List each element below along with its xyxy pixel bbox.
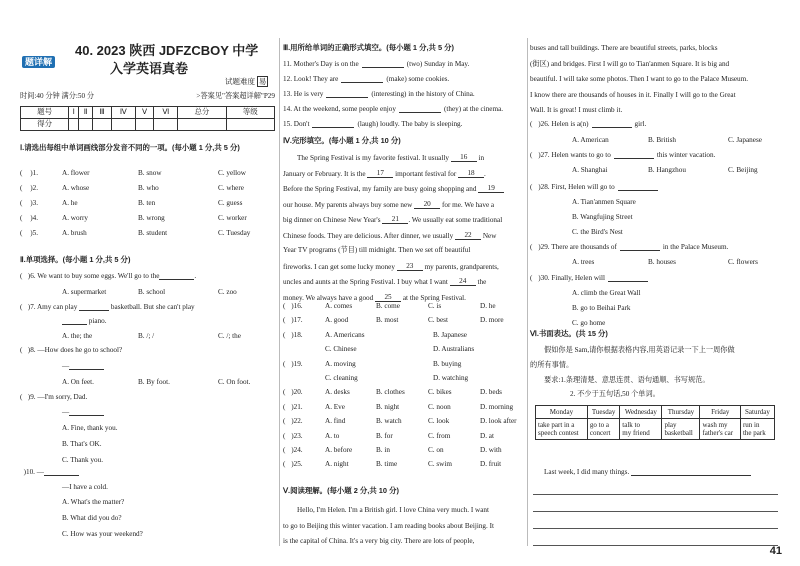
option-a: A. brush (62, 229, 87, 237)
answer-paren: ( (530, 151, 535, 159)
answer-paren: ( (283, 417, 288, 426)
option-d: D. more (480, 316, 504, 325)
option-a: A. find (325, 417, 346, 426)
question-number: )21. (291, 402, 303, 411)
answer-paren: ( (283, 431, 288, 440)
answer-paren: ( (530, 120, 535, 128)
section2-title: Ⅱ.单项选择。(每小题 1 分,共 5 分) (20, 255, 131, 264)
passage-text: in (476, 154, 485, 162)
cloze-blank-20: 20 (414, 200, 440, 209)
option-c: C. from (428, 431, 451, 440)
option: A. Tian'anmen Square (572, 198, 636, 206)
writing-line[interactable] (533, 545, 778, 546)
question-number: )4. (30, 214, 38, 222)
option-c: C. where (218, 184, 244, 192)
option: B. Hangzhou (648, 166, 686, 174)
option-b: B. wrong (138, 214, 165, 222)
score-cell[interactable] (79, 119, 93, 131)
option-c: D. Australians (433, 345, 475, 354)
option: C. How was your weekend? (62, 530, 143, 538)
score-header-cell: 题号 (21, 107, 69, 119)
option-a: A. night (325, 460, 349, 469)
option-d: D. with (480, 446, 502, 454)
passage-text: Chinese foods. They are delicious. After dinner, we usually (283, 231, 456, 240)
score-table (20, 106, 275, 131)
fill-blank[interactable] (341, 82, 383, 83)
question-number: )1. (30, 169, 38, 177)
cloze-blank-18: 18 (458, 169, 484, 178)
question-text: this winter vacation. (656, 151, 716, 159)
option: B. school (138, 288, 166, 296)
activity-cell (740, 419, 774, 440)
answer-paren: ( (283, 460, 288, 469)
option: C. Thank you. (62, 456, 103, 464)
section1-question (20, 184, 38, 192)
option: A. climb the Great Wall (572, 289, 641, 297)
answer-paren: ( (283, 388, 288, 397)
answer-paren: ( (530, 274, 535, 282)
option-a: A. good (325, 316, 349, 325)
column-divider (279, 38, 280, 546)
score-header-cell: Ⅲ (93, 107, 112, 119)
fill-blank[interactable] (399, 112, 441, 113)
cloze-question (283, 331, 303, 339)
option: C. go home (572, 319, 606, 327)
activity-text: basketball (664, 429, 693, 438)
cloze-blank-17: 17 (367, 169, 393, 178)
passage-text: Before the Spring Festival, my family are busy going shopping and (283, 185, 479, 193)
answer-paren: ( (20, 199, 25, 207)
option-c: C. yellow (218, 169, 246, 177)
score-header-cell: Ⅰ (69, 107, 79, 119)
section3-question (283, 60, 469, 68)
cloze-question (283, 403, 303, 411)
reading-passage-line: I know there are thousands of houses in it. Finally I will go to the Great (530, 90, 736, 99)
cloze-blank-23: 23 (397, 262, 423, 271)
cloze-question (283, 316, 303, 324)
reading-passage-line: Hello, I'm Helen. I'm a British girl. I love China very much. I want (297, 506, 490, 514)
option-a: A. to (325, 431, 340, 440)
cloze-passage-line (297, 153, 484, 162)
passage-text: . We usually eat some traditional (408, 216, 503, 224)
passage-text: for me. We have a (440, 200, 495, 209)
reading-passage-line: buses and tall buildings. There are beautiful streets, parks, blocks (530, 44, 718, 52)
question-text: (laugh) loudly. The baby is sleeping. (357, 120, 463, 128)
answer-paren: ( (530, 243, 535, 251)
passage-text: important festival for (393, 169, 459, 178)
question-9: ( )9. —I'm sorry, Dad. (20, 393, 88, 401)
passage-text: . (484, 169, 486, 178)
option-c: B. buying (433, 359, 462, 368)
question-number: )24. (291, 446, 303, 454)
option-b: B. for (376, 431, 393, 440)
question-text: 12. Look! They are (283, 75, 339, 83)
reading-passage-line: Wall. It is great! I must climb it. (530, 106, 623, 114)
option-a: A. whose (62, 184, 90, 192)
passage-text: uncles and aunts at the Spring Festival. I buy what I want (283, 278, 450, 286)
fill-blank[interactable] (312, 127, 354, 128)
writing-line[interactable] (533, 494, 778, 495)
score-cell[interactable] (135, 119, 154, 131)
option-a: C. Chinese (325, 345, 357, 354)
option: C. flowers (728, 258, 758, 266)
activity-text: take part in a (538, 421, 575, 430)
passage-text: The Spring Festival is my favorite festival. It usually (297, 154, 451, 162)
cloze-passage-line (283, 277, 486, 286)
reading-question (530, 120, 646, 128)
option-a: A. Americans (325, 330, 365, 339)
option-a: C. cleaning (325, 374, 358, 382)
option-b: B. snow (138, 169, 162, 177)
fill-blank[interactable] (620, 250, 660, 251)
section1-question (20, 229, 38, 237)
question-8: ( )8. —How does he go to school? (20, 346, 123, 354)
option: A. American (572, 136, 609, 144)
cloze-blank-21: 21 (382, 215, 408, 224)
fill-blank[interactable] (362, 67, 404, 68)
option-a: A. comes (325, 302, 353, 310)
activity-text: run in (742, 421, 760, 430)
passage-text: big dinner on Chinese New Year's (283, 216, 383, 224)
cloze-passage-line (283, 169, 486, 178)
score-header-cell: Ⅳ (111, 107, 135, 119)
question-text: )30. Finally, Helen will (538, 274, 606, 282)
writing-requirement-1: 要求:1.条理清楚、意思连贯、语句通顺、书写规范。 (544, 376, 710, 384)
option: A. Shanghai (572, 166, 608, 174)
activity-cell (620, 419, 662, 440)
score-header-cell: Ⅵ (154, 107, 178, 119)
question-10: )10. — (20, 468, 79, 476)
option: A. Fine, thank you. (62, 424, 118, 432)
answer-paren: ( (530, 183, 535, 191)
cloze-blank-24: 24 (450, 277, 476, 286)
fill-blank[interactable] (592, 127, 632, 128)
section3-question (283, 120, 462, 128)
option: C. On foot. (218, 378, 251, 386)
activity-cell (587, 419, 619, 440)
option: C. Japanese (728, 136, 762, 144)
question-number: )23. (291, 431, 303, 440)
score-header-cell: 等级 (226, 107, 274, 119)
option-c: C. noon (428, 402, 451, 411)
exam-title-line2: 入学英语真卷 (110, 61, 189, 76)
option-c: C. is (428, 302, 442, 310)
cloze-question (283, 460, 303, 468)
passage-text: fireworks. I can get some lucky money (283, 262, 397, 271)
score-cell[interactable] (93, 119, 112, 131)
cloze-question (283, 388, 303, 396)
day-header: Tuesday (587, 406, 619, 419)
cloze-blank-25: 25 (375, 293, 401, 302)
option-c: C. best (428, 316, 448, 325)
section1-question (20, 214, 38, 222)
column-divider (527, 38, 528, 546)
option-c: B. Japanese (433, 330, 467, 339)
reading-question (530, 243, 728, 251)
cloze-question (283, 302, 303, 310)
passage-text: New (481, 231, 497, 240)
day-header: Saturday (740, 406, 774, 419)
question-text: )26. Helen is a(n) (538, 120, 589, 128)
option-a: A. he (62, 199, 78, 207)
question-number: )19. (291, 359, 303, 368)
question-number: )3. (30, 199, 38, 207)
writing-prompt-2: 的所有事情。 (530, 361, 574, 369)
option: B. What did you do? (62, 514, 122, 522)
score-cell[interactable] (178, 119, 226, 131)
answer-paren: ( (20, 169, 25, 177)
question-number: )20. (291, 388, 303, 397)
option-a: A. flower (62, 169, 90, 177)
cloze-passage-line (283, 246, 470, 254)
activity-text: father's car (702, 429, 734, 438)
score-cell[interactable] (154, 119, 178, 131)
day-header: Friday (700, 406, 741, 419)
activity-text: the park (742, 429, 766, 438)
question-number: )18. (291, 330, 303, 339)
score-row-label: 得分 (21, 119, 69, 131)
question-text: (two) Sunday in May. (406, 60, 470, 68)
cloze-passage-line (283, 231, 496, 240)
option: C. the Bird's Nest (572, 228, 623, 236)
option-b: B. watch (376, 417, 402, 426)
question-number: )2. (30, 184, 38, 192)
exam-title-line1: 40. 2023 陕西 JDFZCBOY 中学 (75, 43, 259, 58)
activity-cell (536, 419, 588, 440)
question-text: (make) some cookies. (386, 75, 450, 83)
publisher-logo: 题详解 (22, 56, 55, 68)
question-text: )28. First, Helen will go to (538, 183, 615, 191)
reading-passage-line: beautiful. I will take some photos. Then I want to go to the Palace Museum. (530, 75, 749, 83)
option: B. /; / (138, 332, 155, 340)
option-c: C. swim (428, 460, 452, 469)
score-header-cell: Ⅱ (79, 107, 93, 119)
option-b: B. clothes (376, 388, 405, 397)
option-a: A. desks (325, 388, 350, 397)
answer-paren: ( (20, 229, 25, 237)
question-6: ( )6. We want to buy some eggs. We'll go to the . (20, 272, 197, 280)
option: B. British (648, 136, 676, 144)
option-b: B. ten (138, 199, 156, 207)
reading-passage-line: to go to Beijing this winter vacation. I am reading books about Beijing. It (283, 521, 494, 530)
option-a: A. worry (62, 214, 88, 222)
writing-line[interactable] (533, 528, 778, 529)
option-b: B. who (138, 184, 159, 192)
answer-paren: ( (283, 330, 288, 339)
option: A. On feet. (62, 378, 94, 386)
activity-text: go to a (589, 421, 609, 430)
question-text: (interesting) in the history of China. (371, 90, 475, 98)
option: A. the; the (62, 332, 93, 340)
question-8-reply: — (62, 362, 104, 370)
activity-text: wash my (702, 421, 728, 430)
section1-title: Ⅰ.请选出每组中单词画线部分发音不同的一项。(每小题 1 分,共 5 分) (20, 143, 240, 152)
activity-text: concert (589, 429, 611, 438)
cloze-passage-line (283, 200, 494, 209)
weekly-plan-table (535, 405, 775, 440)
option: B. houses (648, 258, 676, 266)
difficulty: 试题难度 易 (225, 77, 267, 86)
option: A. supermarket (62, 288, 107, 296)
question-text: (they) at the cinema. (443, 105, 504, 113)
option-d: D. at (480, 431, 494, 440)
option-c: C. Tuesday (218, 229, 251, 237)
score-cell[interactable] (69, 119, 79, 131)
option-b: B. in (376, 446, 390, 454)
section4-title: Ⅳ.完形填空。(每小题 1 分,共 10 分) (283, 136, 401, 145)
cloze-passage-line (283, 215, 502, 224)
question-text: )29. There are thousands of (538, 243, 617, 251)
option-c: C. look (428, 417, 450, 426)
reading-passage-line: is the capital of China. It's a very big city. There are lots of people, (283, 537, 475, 545)
cloze-blank-22: 22 (455, 231, 481, 240)
option-d: D. fruit (480, 460, 502, 469)
option: A. trees (572, 258, 595, 266)
option-c: C. on (428, 446, 444, 454)
question-7: ( )7. Amy can play basketball. But she can't play (20, 303, 195, 311)
score-header-cell: 总分 (178, 107, 226, 119)
section3-title: Ⅲ.用所给单词的正确形式填空。(每小题 1 分,共 5 分) (283, 43, 454, 52)
option: B. go to Beihai Park (572, 304, 631, 312)
writing-start: Last week, I did many things. (544, 468, 751, 476)
question-text: girl. (634, 120, 647, 128)
question-text: 13. He is very (283, 90, 324, 98)
answer-paren: ( (283, 446, 288, 454)
option-d: D. look after (480, 417, 517, 426)
day-header: Thursday (662, 406, 700, 419)
time-info: 时间:40 分钟 满分:50 分 (20, 92, 95, 100)
cloze-passage-line (283, 262, 499, 271)
option: C. /; the (218, 332, 241, 340)
option-b: B. most (376, 316, 399, 325)
fill-blank[interactable] (614, 158, 654, 159)
reading-question (530, 183, 661, 191)
passage-text: at the Spring Festival. (401, 293, 466, 302)
score-cell[interactable] (226, 119, 274, 131)
option: C. zoo (218, 288, 237, 296)
exam-meta (20, 92, 275, 100)
activity-text: play (664, 421, 677, 430)
answer-paren: ( (20, 214, 25, 222)
option-c: D. watching (433, 374, 469, 382)
section6-title: Ⅵ.书面表达。(共 15 分) (530, 329, 608, 338)
option-b: B. time (376, 460, 398, 469)
option-c: C. guess (218, 199, 243, 207)
cloze-question (283, 417, 303, 425)
cloze-passage-line (283, 293, 466, 302)
section3-question (283, 90, 475, 98)
question-number: )16. (291, 302, 303, 310)
option-b: B. student (138, 229, 168, 237)
question-9-reply: — (62, 408, 104, 416)
option: B. By foot. (138, 378, 170, 386)
option-a: A. moving (325, 359, 356, 368)
writing-requirement-2: 2. 不少于五句话,50 个单词。 (570, 390, 660, 398)
option-b: B. night (376, 402, 400, 411)
section1-question (20, 169, 38, 177)
fill-blank[interactable] (326, 97, 368, 98)
option-d: D. morning (480, 402, 514, 411)
fill-blank[interactable] (608, 281, 648, 282)
option: B. That's OK. (62, 440, 102, 448)
cloze-passage-line (283, 184, 504, 193)
answer-paren: ( (20, 184, 25, 192)
cloze-question (283, 432, 303, 440)
writing-line[interactable] (533, 511, 778, 512)
activity-text: talk to (622, 421, 640, 430)
passage-text: money. We always have a good (283, 293, 376, 302)
passage-text: my parents, grandparents, (422, 262, 499, 271)
answer-paren: ( (283, 316, 288, 325)
question-text: 14. At the weekend, some people enjoy (283, 105, 396, 113)
reading-question (530, 151, 715, 159)
cloze-blank-19: 19 (478, 184, 504, 193)
option-b: B. come (376, 302, 400, 310)
answer-paren: ( (283, 402, 288, 411)
option-d: D. he (480, 302, 496, 310)
option-c: C. worker (218, 214, 247, 222)
reading-question (530, 274, 651, 282)
question-number: )22. (291, 417, 303, 426)
passage-text: our house. My parents always buy some new (283, 200, 415, 209)
activity-cell (662, 419, 700, 440)
option-a: A. before (325, 446, 353, 454)
activity-text: speech contest (538, 429, 579, 438)
writing-prompt-1: 假如你是 Sam,请你根据表格内容,用英语记录一下上一周你做 (544, 346, 735, 354)
option-a: A. Eve (325, 402, 345, 411)
question-10-reply: —I have a cold. (62, 483, 108, 491)
cloze-blank-16: 16 (451, 153, 477, 162)
activity-cell (700, 419, 741, 440)
day-header: Monday (536, 406, 588, 419)
passage-text: January or February. It is the (283, 169, 368, 178)
section1-question (20, 199, 38, 207)
question-number: )17. (291, 316, 303, 325)
reading-passage-line: (街区) and bridges. First I will go to Tian'anmen Square. It is big and (530, 59, 730, 68)
answer-reference: >答案见"答案超详解"P29 (196, 92, 275, 100)
passage-text: the (475, 278, 487, 286)
section3-question (283, 105, 503, 113)
option: B. Wangfujing Street (572, 213, 633, 221)
fill-blank[interactable] (618, 190, 658, 191)
answer-paren: ( (283, 302, 288, 310)
activity-text: my friend (622, 429, 650, 438)
passage-text: Year TV programs (节目) till midnight. Then we set off beautiful (283, 246, 471, 254)
score-cell[interactable] (111, 119, 135, 131)
question-text: in the Palace Museum. (662, 243, 729, 251)
cloze-question (283, 360, 303, 368)
question-7-cont: piano. (62, 317, 107, 325)
page-number: 41 (769, 545, 782, 558)
question-number: )25. (291, 460, 303, 469)
answer-paren: ( (283, 359, 288, 368)
section5-title: Ⅴ.阅读理解。(每小题 2 分,共 10 分) (283, 486, 399, 495)
score-header-cell: Ⅴ (135, 107, 154, 119)
cloze-question (283, 446, 303, 454)
day-header: Wednesday (620, 406, 662, 419)
question-text: )27. Helen wants to go to (538, 151, 611, 159)
question-text: 15. Don't (283, 120, 310, 128)
option-c: C. bikes (428, 388, 452, 397)
question-text: 11. Mother's Day is on the (283, 60, 359, 68)
question-number: )5. (30, 229, 38, 237)
option-d: D. beds (480, 388, 502, 397)
option: C. Beijing (728, 166, 758, 174)
option: A. What's the matter? (62, 498, 125, 506)
section3-question (283, 75, 449, 83)
